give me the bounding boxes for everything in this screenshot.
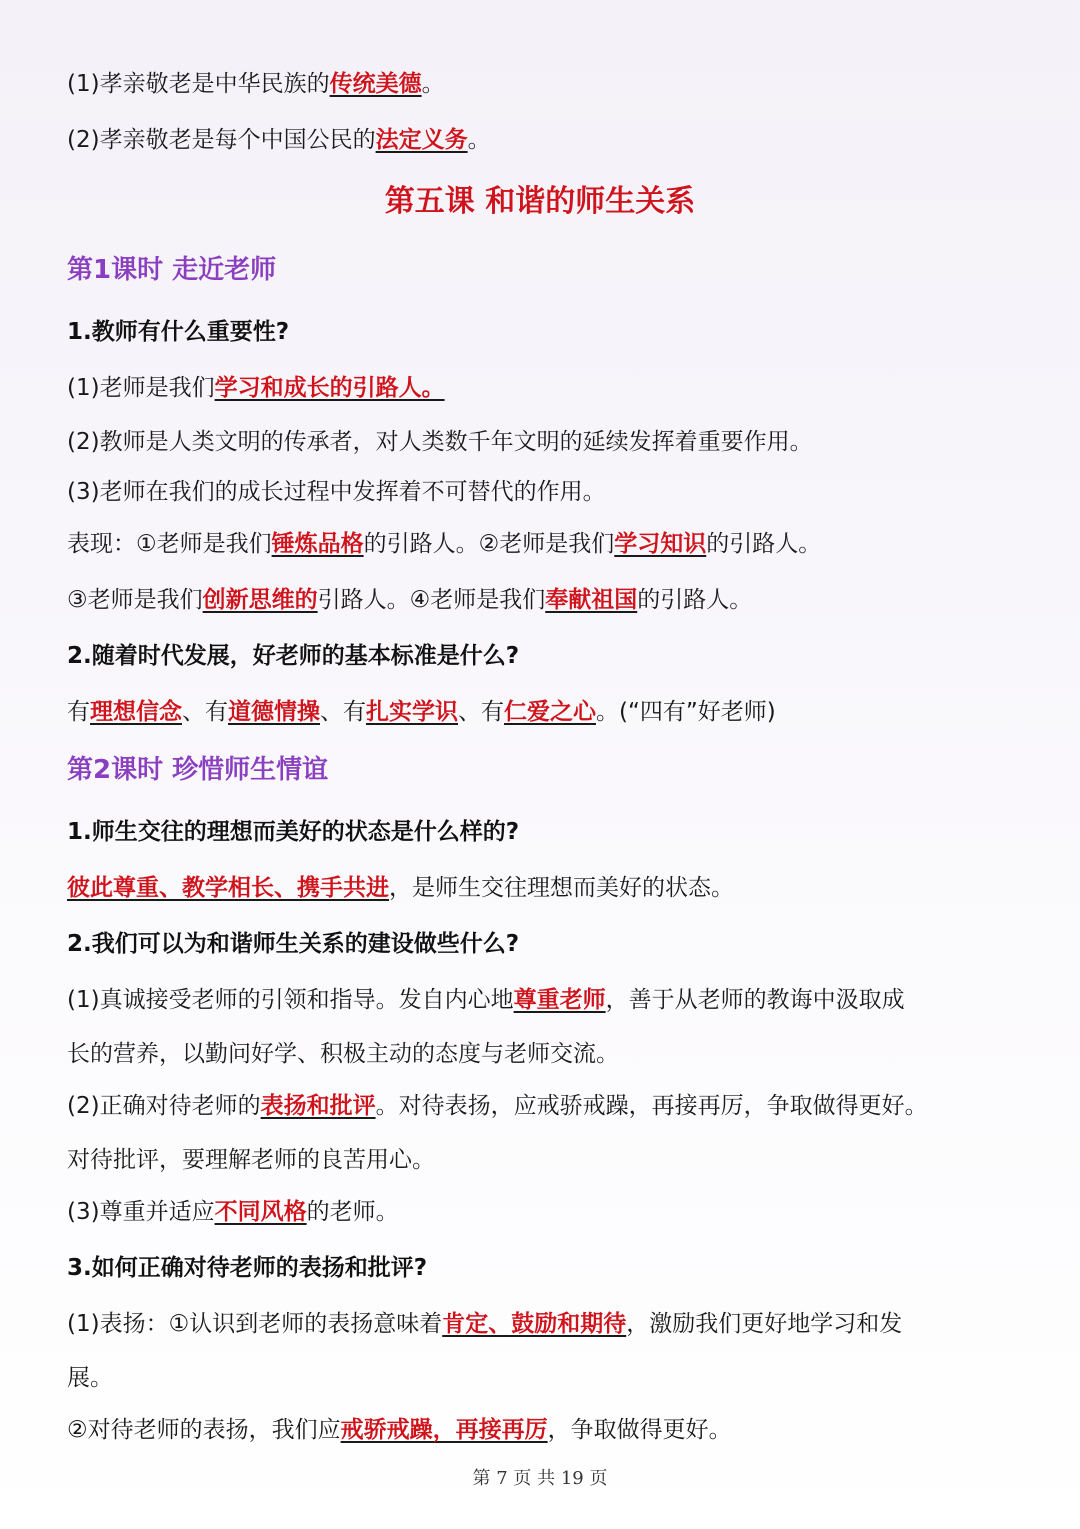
key-term: 仁爱之心 <box>504 699 596 725</box>
key-term: 学习和成长的引路人。 <box>214 375 445 401</box>
key-term: 传统美德 <box>329 71 422 97</box>
key-term: 创新思维的 <box>202 587 318 613</box>
text: (2)正确对待老师的 <box>67 1093 261 1119</box>
key-term: 法定义务 <box>375 127 468 153</box>
text: ，是师生交往理想而美好的状态。 <box>389 875 734 901</box>
text: (3)尊重并适应 <box>67 1199 215 1225</box>
key-term: 不同风格 <box>214 1199 307 1225</box>
text: 、有 <box>182 699 228 725</box>
key-term: 表扬和批评 <box>260 1093 376 1119</box>
question-1-2: 2.随着时代发展，好老师的基本标准是什么? <box>67 643 520 669</box>
session-1-title: 第1课时 走近老师 <box>67 255 277 285</box>
answer-line <box>67 528 1017 560</box>
session-2-title: 第2课时 珍惜师生情谊 <box>67 755 329 785</box>
answer-line <box>67 1414 1017 1446</box>
text: 引路人。④老师是我们 <box>317 587 546 613</box>
question-2-2: 2.我们可以为和谐师生关系的建设做些什么? <box>67 931 520 957</box>
text: 表现：①老师是我们 <box>67 531 272 557</box>
intro-line-2 <box>67 124 1017 156</box>
text: 的引路人。 <box>706 531 822 557</box>
text: 。 <box>467 127 491 153</box>
text: (1)真诚接受老师的引领和指导。发自内心地 <box>67 987 514 1013</box>
key-term: 锤炼品格 <box>271 531 364 557</box>
text: (1)表扬：①认识到老师的表扬意味着 <box>67 1311 443 1337</box>
page-number: 第 7 页 共 19 页 <box>472 1468 608 1489</box>
answer-line <box>67 584 1017 616</box>
answer-line: (2)教师是人类文明的传承者，对人类数千年文明的延续发挥着重要作用。 <box>67 429 813 455</box>
key-term: 道德情操 <box>228 699 320 725</box>
answer-line <box>67 696 1017 728</box>
text: ，善于从老师的教诲中汲取成 <box>605 987 905 1013</box>
text: 、有 <box>320 699 366 725</box>
text: 的引路人。 <box>637 587 753 613</box>
key-term: 尊重老师 <box>513 987 606 1013</box>
key-term: 扎实学识 <box>366 699 458 725</box>
key-term: 理想信念 <box>90 699 182 725</box>
answer-line: 展。 <box>67 1365 113 1391</box>
answer-line: (3)老师在我们的成长过程中发挥着不可替代的作用。 <box>67 479 606 505</box>
text: (2)孝亲敬老是每个中国公民的 <box>67 127 376 153</box>
answer-line <box>67 872 1017 904</box>
text: (1)老师是我们 <box>67 375 215 401</box>
key-term: 学习知识 <box>614 531 707 557</box>
text: 有 <box>67 699 90 725</box>
intro-line-1 <box>67 68 1017 100</box>
text: ，争取做得更好。 <box>547 1417 732 1443</box>
text: (1)孝亲敬老是中华民族的 <box>67 71 330 97</box>
answer-line <box>67 1308 1017 1340</box>
question-1-1: 1.教师有什么重要性? <box>67 319 290 345</box>
lesson-title: 第五课 和谐的师生关系 <box>384 184 696 219</box>
answer-line <box>67 984 1017 1016</box>
answer-line <box>67 372 1017 404</box>
text: 的老师。 <box>306 1199 399 1225</box>
text: 。对待表扬，应戒骄戒躁，再接再厉，争取做得更好。 <box>375 1093 928 1119</box>
answer-line <box>67 1090 1017 1122</box>
text: 。(“四有”好老师) <box>596 699 776 725</box>
answer-line: 长的营养，以勤问好学、积极主动的态度与老师交流。 <box>67 1041 619 1067</box>
text: ，激励我们更好地学习和发 <box>626 1311 903 1337</box>
text: 、有 <box>458 699 504 725</box>
text: ②对待老师的表扬，我们应 <box>67 1417 341 1443</box>
key-term: 彼此尊重、教学相长、携手共进 <box>67 875 389 901</box>
answer-line <box>67 1196 1017 1228</box>
text: 。 <box>421 71 445 97</box>
key-term: 肯定、鼓励和期待 <box>442 1311 627 1337</box>
key-term: 戒骄戒躁，再接再厉 <box>340 1417 548 1443</box>
text: 的引路人。②老师是我们 <box>363 531 615 557</box>
answer-line: 对待批评，要理解老师的良苦用心。 <box>67 1147 435 1173</box>
key-term: 奉献祖国 <box>545 587 638 613</box>
question-2-1: 1.师生交往的理想而美好的状态是什么样的? <box>67 819 520 845</box>
text: ③老师是我们 <box>67 587 203 613</box>
question-2-3: 3.如何正确对待老师的表扬和批评? <box>67 1255 428 1281</box>
